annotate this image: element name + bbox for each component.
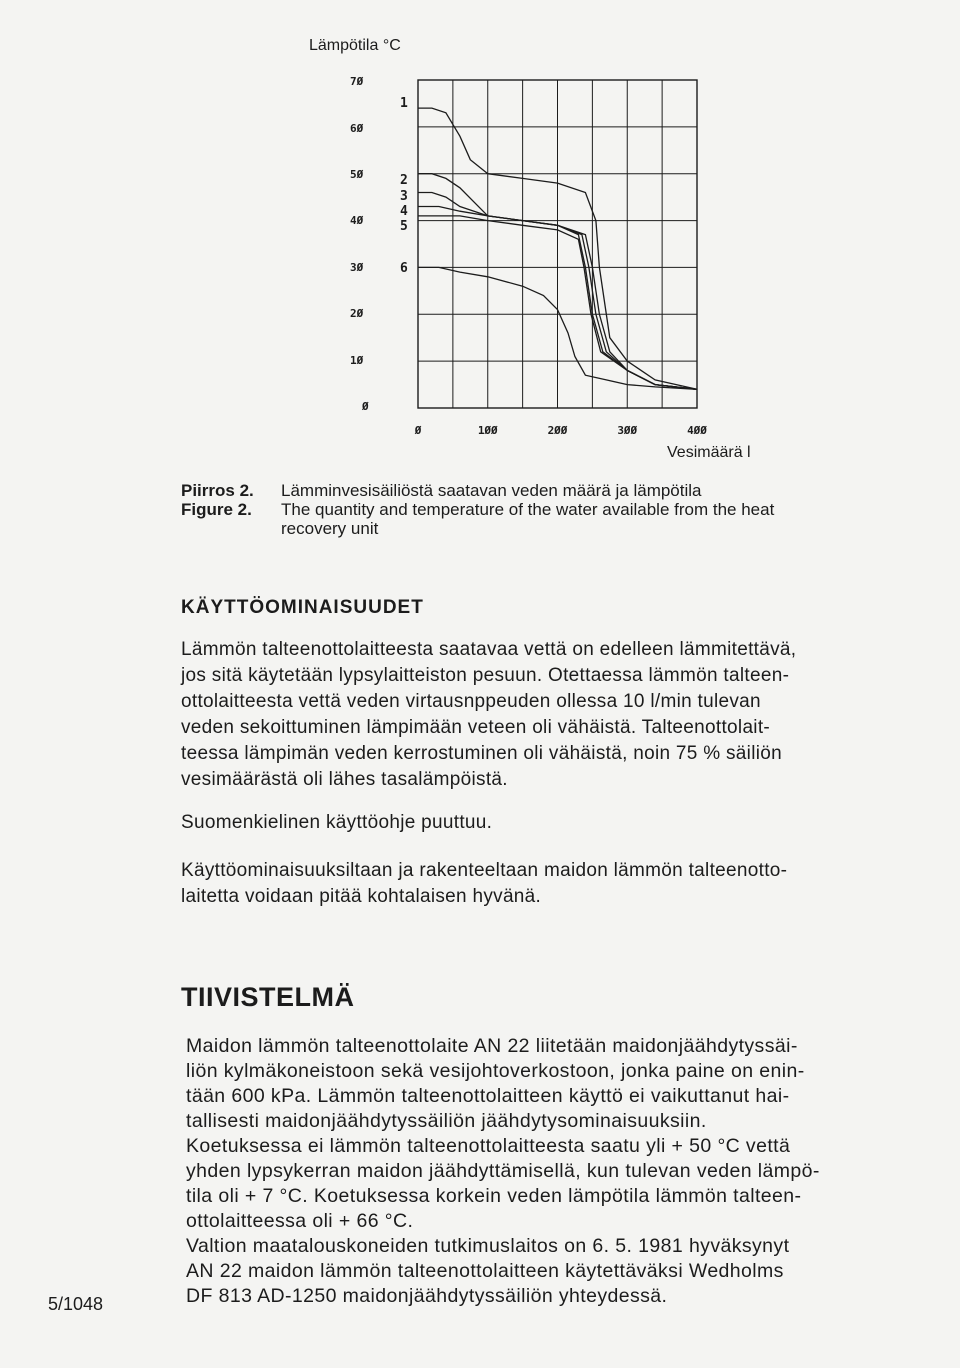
text-line: Lämmön talteenottolaitteesta saatavaa vettä on edelleen lämmitettävä, (181, 639, 797, 660)
text-line: Käyttöominaisuuksiltaan ja rakenteeltaan maidon lämmön talteenotto- (181, 860, 788, 881)
series-label-5: 5 (400, 219, 408, 234)
text-line: AN 22 maidon lämmön talteenottolaitteen käytettäväksi Wedholms (186, 1260, 784, 1282)
x-tick-label: Ø (414, 424, 422, 437)
text-line: tään 600 kPa. Lämmön talteenottolaitteen käyttö ei vaikuttanut hai- (186, 1085, 790, 1107)
text-line: ottolaitteessa oli + 66 °C. (186, 1210, 414, 1232)
y-tick-label: 5Ø (350, 168, 364, 181)
page-number: 5/1048 (48, 1294, 104, 1314)
x-tick-label: 2ØØ (547, 424, 568, 437)
caption-text-en-line2: recovery unit (281, 519, 379, 538)
chart-x-ticks (414, 424, 708, 437)
series-label-4: 4 (400, 204, 408, 219)
caption-label-en: Figure 2. (181, 500, 252, 519)
text-line: tallisesti maidonjäähdytyssäiliön jäähdytysominaisuuksiin. (186, 1110, 707, 1132)
caption-text-fi: Lämminvesisäiliöstä saatavan veden määrä ja lämpötila (281, 481, 702, 500)
text-line: liön kylmäkoneistoon sekä vesijohtoverkostoon, jonka paine on enin- (186, 1060, 805, 1082)
x-tick-label: 4ØØ (687, 424, 707, 437)
text-line: yhden lypsykerran maidon jäähdyttämisellä, kun tulevan veden lämpö- (186, 1160, 820, 1182)
y-tick-label: 3Ø (350, 261, 364, 274)
x-axis-title: Vesimäärä l (667, 444, 751, 461)
text-line: vesimäärästä oli lähes tasalämpöistä. (181, 769, 508, 790)
chart-series-labels (400, 96, 408, 276)
text-line: teessa lämpimän veden kerrostuminen oli vähäistä, noin 75 % säiliön (181, 743, 782, 764)
temperature-volume-chart (0, 0, 960, 470)
x-tick-label: 3ØØ (617, 424, 638, 437)
section1-paragraph-3 (181, 858, 787, 910)
text-line: laitetta voidaan pitää kohtalaisen hyvänä. (181, 886, 542, 907)
y-tick-label: 6Ø (350, 122, 364, 135)
text-line: jos sitä käytetään lypsylaitteiston pesuun. Otettaessa lämmön talteen- (181, 665, 790, 686)
y-tick-label: 7Ø (350, 75, 364, 88)
chart-grid (418, 80, 697, 408)
series-label-1: 1 (400, 96, 408, 111)
section2-paragraph (186, 1034, 820, 1309)
text-line: DF 813 AD-1250 maidonjäähdytyssäiliön yhteydessä. (186, 1285, 668, 1307)
section1-paragraph-2: Suomenkielinen käyttöohje puuttuu. (181, 812, 493, 833)
figure-caption (181, 481, 774, 538)
text-line: Maidon lämmön talteenottolaite AN 22 liitetään maidonjäähdytyssäi- (186, 1035, 798, 1057)
x-tick-label: 1ØØ (477, 424, 498, 437)
section-heading-kayttoominaisuudet: KÄYTTÖOMINAISUUDET (181, 597, 424, 618)
section-heading-tiivistelma: TIIVISTELMÄ (181, 982, 355, 1012)
caption-label-fi: Piirros 2. (181, 481, 254, 500)
text-line: Koetuksessa ei lämmön talteenottolaitteesta saatu yli + 50 °C vettä (186, 1135, 791, 1157)
text-line: ottolaitteesta vettä veden virtausnppeuden ollessa 10 l/min tulevan (181, 691, 761, 712)
y-tick-label: 4Ø (350, 214, 364, 227)
section1-paragraph-1 (181, 637, 796, 793)
series-label-3: 3 (400, 189, 408, 204)
y-tick-label: 1Ø (350, 354, 364, 367)
caption-text-en-line1: The quantity and temperature of the water available from the heat (281, 500, 775, 519)
series-label-6: 6 (400, 261, 408, 276)
y-tick-label: Ø (362, 400, 369, 413)
y-axis-title: Lämpötila °C (309, 37, 401, 54)
text-line: Valtion maatalouskoneiden tutkimuslaitos on 6. 5. 1981 hyväksynyt (186, 1235, 790, 1257)
text-line: tila oli + 7 °C. Koetuksessa korkein veden lämpötila lämmön talteen- (186, 1185, 802, 1207)
series-label-2: 2 (400, 173, 408, 188)
text-line: veden sekoittuminen lämpimään veteen oli vähäistä. Talteenottolait- (181, 717, 771, 738)
y-tick-label: 2Ø (350, 307, 364, 320)
